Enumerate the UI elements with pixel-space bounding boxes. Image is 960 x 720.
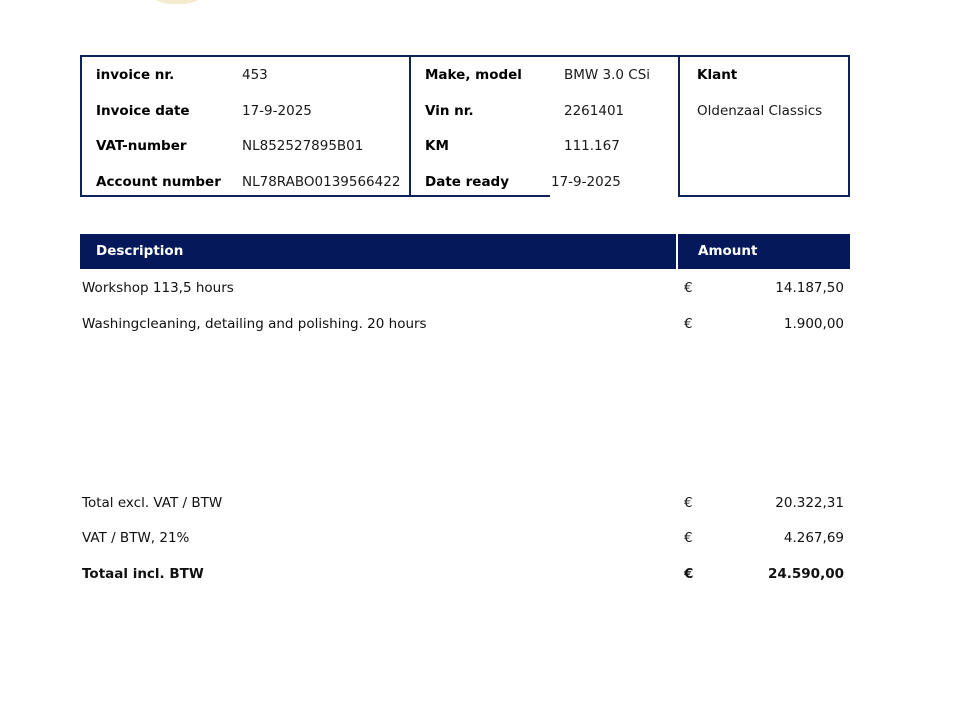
vat-number-label: VAT-number [96, 138, 187, 154]
total-excl-vat-amount: 20.322,31 [775, 495, 844, 511]
invoice-date-value: 17-9-2025 [242, 103, 312, 119]
amount-column-header: Amount [698, 243, 758, 259]
line-item-row [82, 279, 844, 297]
currency-symbol: € [684, 280, 693, 296]
column-divider [678, 57, 680, 195]
line-item-description: Workshop 113,5 hours [82, 280, 234, 296]
make-model-label: Make, model [425, 67, 522, 83]
description-column-header: Description [96, 243, 184, 259]
line-item-row [82, 315, 844, 333]
company-logo-icon [138, 0, 216, 4]
vin-label: Vin nr. [425, 103, 474, 119]
invoice-date-label: Invoice date [96, 103, 190, 119]
total-incl-vat-amount: 24.590,00 [767, 566, 844, 582]
vat-row [82, 529, 844, 547]
currency-symbol: € [684, 316, 693, 332]
vin-value: 2261401 [564, 103, 625, 119]
line-item-amount: 1.900,00 [783, 316, 844, 332]
total-excl-vat-row [82, 494, 844, 512]
make-model-value: BMW 3.0 CSi [564, 67, 651, 83]
line-items-header [80, 234, 850, 269]
vat-number-value: NL852527895B01 [242, 138, 364, 154]
invoice-info-box [80, 55, 850, 197]
line-item-description: Washingcleaning, detailing and polishing. 20 hours [82, 316, 427, 332]
vat-label: VAT / BTW, 21% [82, 530, 190, 546]
customer-value: Oldenzaal Classics [697, 103, 823, 119]
total-excl-vat-label: Total excl. VAT / BTW [82, 495, 223, 511]
total-incl-vat-label: Totaal incl. BTW [82, 566, 204, 582]
customer-label: Klant [697, 67, 738, 83]
date-ready-value: 17-9-2025 [551, 174, 621, 190]
vat-amount: 4.267,69 [783, 530, 844, 546]
km-label: KM [425, 138, 449, 154]
invoice-nr-value: 453 [242, 67, 268, 83]
invoice-nr-label: invoice nr. [96, 67, 175, 83]
account-number-value: NL78RABO0139566422 [242, 174, 401, 190]
currency-symbol: € [684, 530, 693, 546]
account-number-label: Account number [96, 174, 221, 190]
currency-symbol: € [684, 566, 694, 582]
currency-symbol: € [684, 495, 693, 511]
date-ready-label: Date ready [425, 174, 510, 190]
total-incl-vat-row [82, 565, 844, 583]
km-value: 111.167 [564, 138, 620, 154]
line-item-amount: 14.187,50 [775, 280, 844, 296]
column-divider [409, 57, 411, 195]
